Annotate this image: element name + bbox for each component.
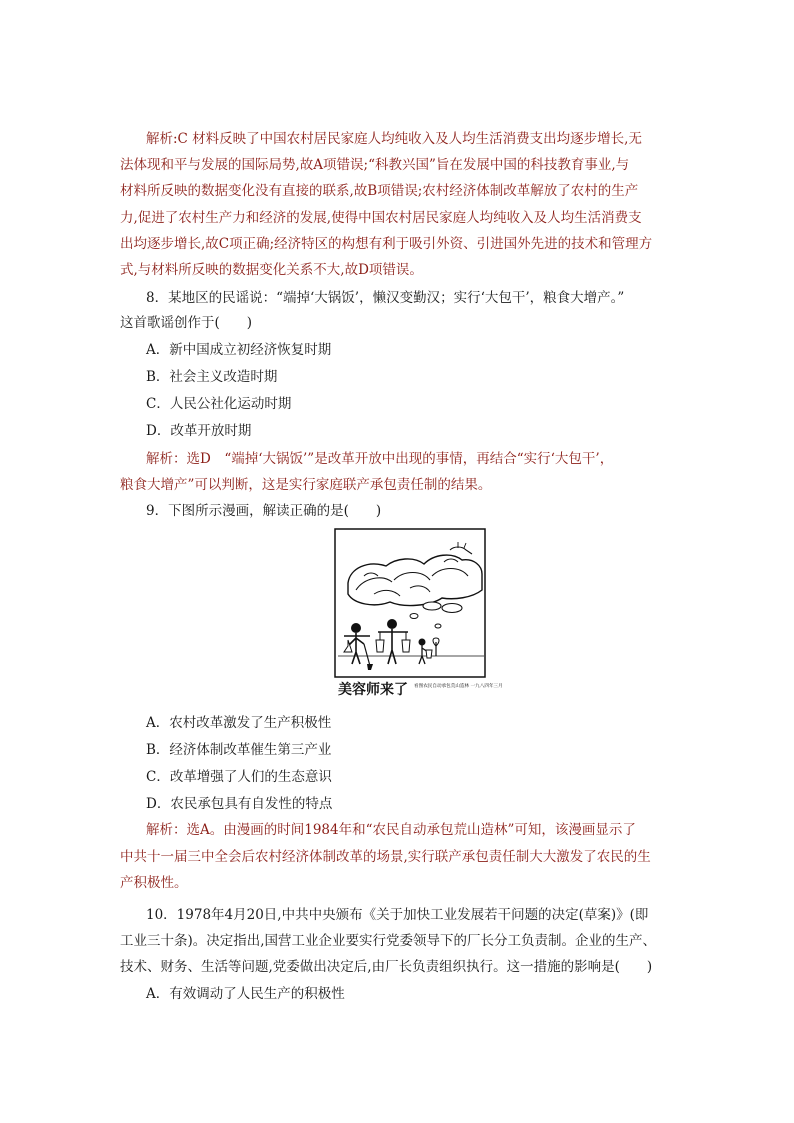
question-9-analysis-line3: 产积极性。 [120,875,188,891]
analysis-q7-line3: 材料所反映的数据变化没有直接的联系,故B项错误;农村经济体制改革解放了农村的生产 [120,183,639,199]
question-8-option-c: C．人民公社化运动时期 [146,396,292,412]
cartoon-caption: 美容师来了 [338,682,408,698]
analysis-q7-line2: 法体现和平与发展的国际局势,故A项错误;“科教兴国”旨在发展中国的科技教育事业,与 [120,157,630,173]
cartoon-subcaption: 看图农民自动承包荒山造林 一九八四年三月 [414,684,503,689]
question-8-analysis-line2: 粮食大增产”可以判断，这是实行家庭联产承包责任制的结果。 [120,477,492,493]
question-8-option-d: D．改革开放时期 [146,423,252,439]
question-9-option-a: A．农村改革激发了生产积极性 [146,715,332,731]
question-8-stem-line1: 8．某地区的民谣说：“端掉‘大锅饭’，懒汉变勤汉；实行‘大包干’，粮食大增产。” [146,290,625,306]
analysis-q7-line4: 力,促进了农村生产力和经济的发展,使得中国农村居民家庭人均纯收入及人均生活消费支 [120,210,642,226]
question-8-stem-line2: 这首歌谣创作于( ) [120,315,253,331]
question-9-option-b: B．经济体制改革催生第三产业 [146,742,332,758]
analysis-q7-line6: 式,与材料所反映的数据变化关系不大,故D项错误。 [120,262,423,278]
question-9-stem: 9．下图所示漫画，解读正确的是( ) [146,503,382,519]
question-8-option-a: A．新中国成立初经济恢复时期 [146,342,332,358]
analysis-q7-line5: 出均逐步增长,故C项正确;经济特区的构想有利于吸引外资、引进国外先进的技术和管理方 [120,236,653,252]
question-8-option-b: B．社会主义改造时期 [146,369,278,385]
question-9-analysis-line2: 中共十一届三中全会后农村经济体制改革的场景,实行联产承包责任制大大激发了农民的生 [120,849,651,865]
question-10-option-a: A．有效调动了人民生产的积极性 [146,986,345,1002]
question-8-analysis-line1: 解析：选D “端掉‘大锅饭’”是改革开放中出现的事情，再结合“实行‘大包干’， [146,451,614,467]
question-10-stem-line2: 工业三十条)。决定指出,国营工业企业要实行党委领导下的厂长分工负责制。企业的生产、 [120,933,657,949]
question-9-option-d: D．农民承包具有自发性的特点 [146,796,333,812]
cartoon-image [334,528,503,702]
question-9-option-c: C．改革增强了人们的生态意识 [146,769,332,785]
question-10-stem-line3: 技术、财务、生活等问题,党委做出决定后,由厂长负责组织执行。这一措施的影响是( ) [120,959,653,975]
analysis-q7-line1: 解析:C 材料反映了中国农村居民家庭人均纯收入及人均生活消费支出均逐步增长,无 [146,131,642,147]
question-10-stem-line1: 10．1978年4月20日,中共中央颁布《关于加快工业发展若干问题的决定(草案)》(即 [146,907,649,923]
question-9-analysis-line1: 解析：选A。由漫画的时间1984年和“农民自动承包荒山造林”可知，该漫画显示了 [146,822,636,838]
